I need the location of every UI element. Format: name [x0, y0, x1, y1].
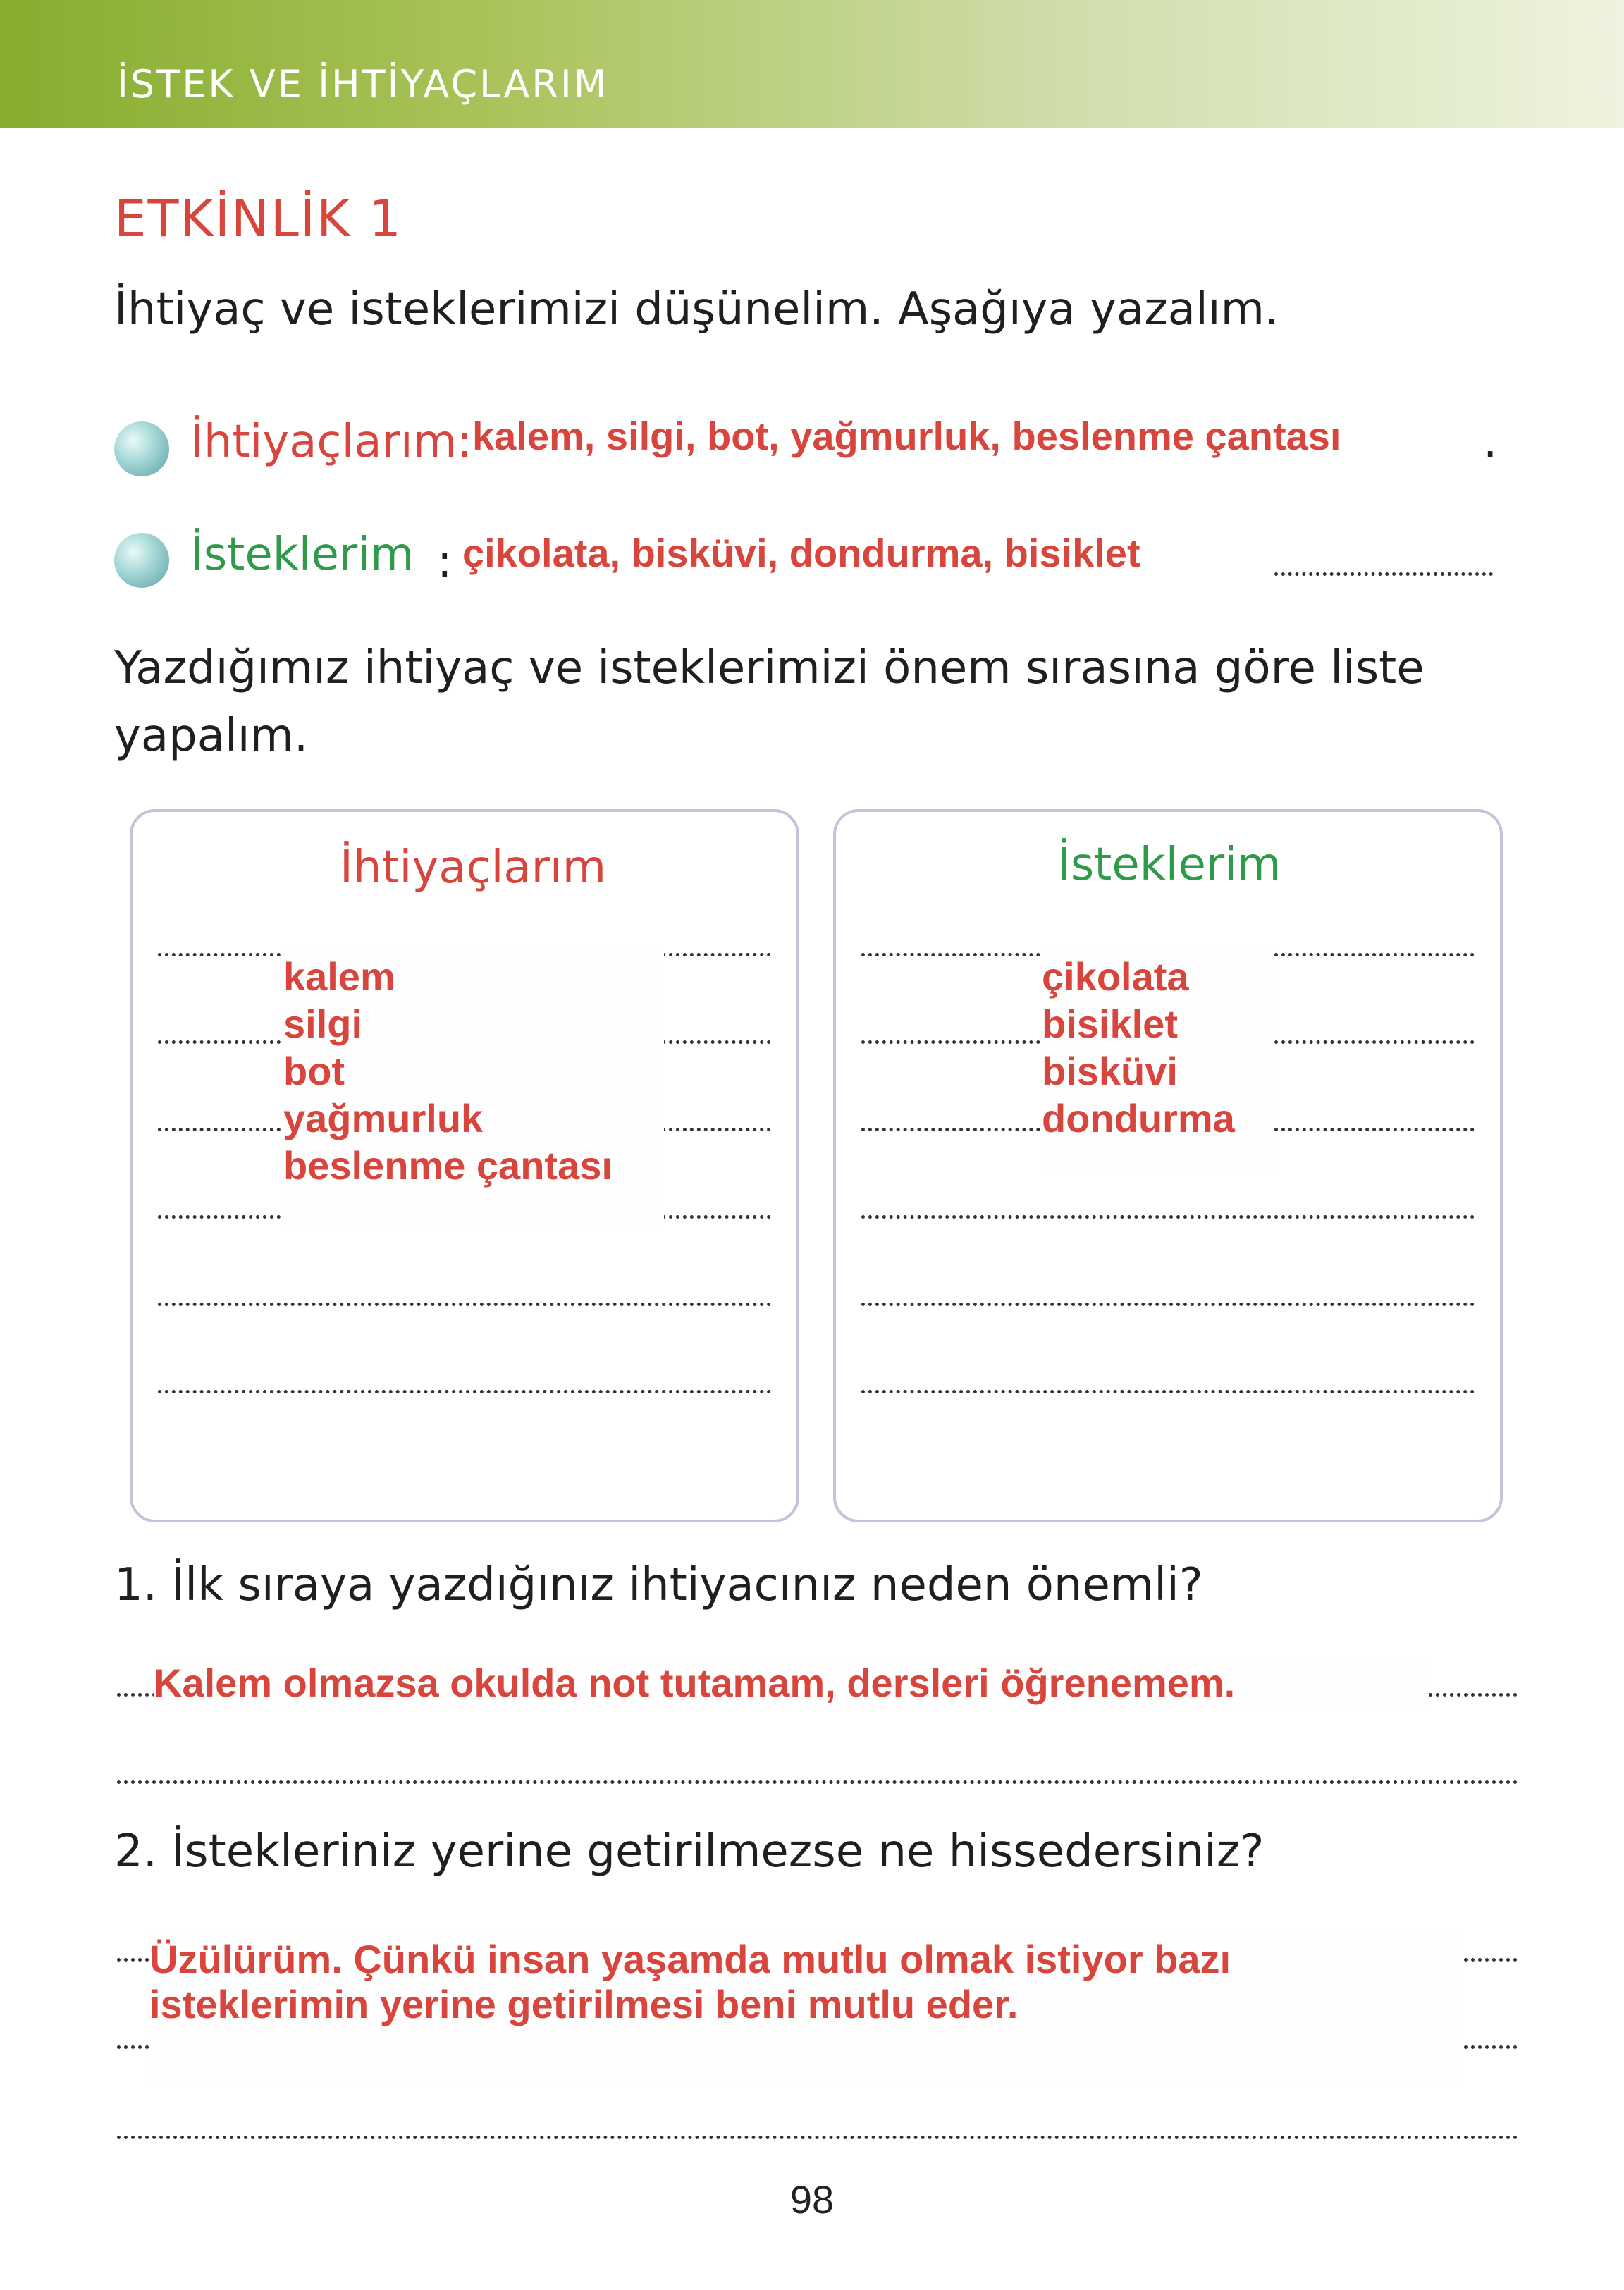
- list-item: bisküvi: [1042, 1049, 1178, 1093]
- wants-answer[interactable]: çikolata, bisküvi, dondurma, bisiklet: [462, 531, 1140, 575]
- answer-line-2: isteklerimin yerine getirilmesi beni mutlu eder.: [149, 1982, 1019, 2026]
- question-1: 1. İlk sıraya yazdığınız ihtiyacınız neden önemli?: [114, 1559, 1203, 1611]
- wants-label: İsteklerim: [190, 529, 414, 581]
- answer-line: [158, 1390, 771, 1393]
- answer-line: [117, 2136, 1518, 2139]
- answer-line: [158, 1303, 771, 1306]
- activity-title: ETKİNLİK 1: [114, 189, 403, 248]
- list-item: bot: [283, 1049, 345, 1093]
- wants-list-title: İsteklerim: [1057, 839, 1281, 891]
- wants-list-box: [833, 809, 1503, 1522]
- section-title: İSTEK VE İHTİYAÇLARIM: [117, 62, 609, 106]
- list-item: kalem: [283, 954, 395, 999]
- needs-answer[interactable]: kalem, silgi, bot, yağmurluk, beslenme çantası: [472, 414, 1341, 458]
- wants-colon: :: [437, 536, 453, 588]
- question-2: 2. İstekleriniz yerine getirilmezse ne hissedersiniz?: [114, 1826, 1265, 1878]
- answer-line: [1274, 572, 1493, 576]
- bullet-icon: [114, 421, 169, 476]
- list-item: silgi: [283, 1002, 363, 1046]
- question-1-answer[interactable]: Kalem olmazsa okulda not tutamam, dersleri öğrenemem.: [154, 1661, 1429, 1710]
- needs-line-end: .: [1483, 416, 1498, 468]
- header-band: [0, 0, 1624, 128]
- list-item: beslenme çantası: [283, 1143, 613, 1188]
- needs-label: İhtiyaçlarım:: [190, 416, 472, 468]
- list-item: yağmurluk: [283, 1096, 484, 1140]
- list-instruction: Yazdığımız ihtiyaç ve isteklerimizi önem sırasına göre liste yapalım.: [114, 642, 1425, 762]
- page-number: 98: [789, 2177, 835, 2222]
- instruction-text: İhtiyaç ve isteklerimizi düşünelim. Aşağıya yazalım.: [114, 283, 1279, 336]
- answer-line: [861, 1390, 1475, 1393]
- list-item: dondurma: [1042, 1096, 1235, 1140]
- question-2-answer[interactable]: [149, 1934, 1463, 2086]
- wants-list-answers[interactable]: [1042, 950, 1274, 1171]
- list-item: çikolata: [1042, 954, 1189, 999]
- answer-line: [861, 1215, 1475, 1219]
- list-item: bisiklet: [1042, 1002, 1178, 1046]
- answer-line-1: Üzülürüm. Çünkü insan yaşamda mutlu olmak istiyor bazı: [149, 1937, 1231, 1981]
- answer-line: [861, 1303, 1475, 1306]
- needs-list-box: [130, 809, 799, 1522]
- answer-line: [117, 1780, 1518, 1784]
- bullet-icon: [114, 533, 169, 588]
- needs-list-title: İhtiyaçlarım: [340, 842, 607, 894]
- needs-list-answers[interactable]: [283, 950, 664, 1228]
